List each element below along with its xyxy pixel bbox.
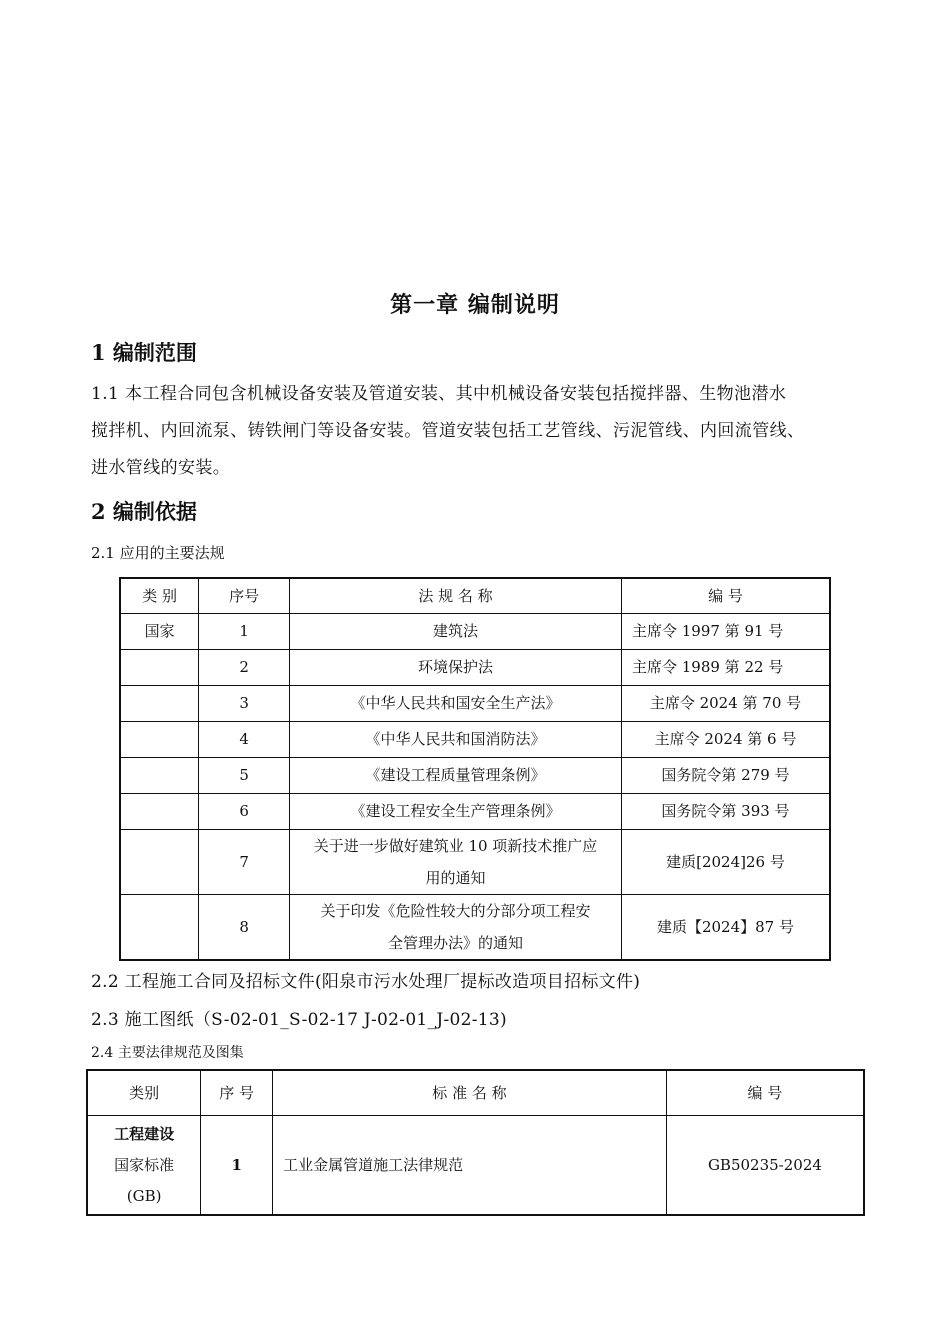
table-row (120, 722, 830, 758)
category-cell (120, 722, 199, 758)
regulation-name-cell: 《中华人民共和国安全生产法》 (290, 686, 622, 722)
number-cell: 8 (199, 895, 290, 961)
regulation-name-cell: 环境保护法 (290, 650, 622, 686)
header-category: 类别 (87, 1070, 201, 1116)
category-cell (120, 794, 199, 830)
table-header-row (120, 578, 830, 614)
header-code: 编 号 (666, 1070, 864, 1116)
standards-table (86, 1069, 865, 1216)
section-heading-scope: 1 编制范围 (91, 340, 197, 365)
number-cell: 1 (199, 614, 290, 650)
subsection-contract: 2.2 工程施工合同及招标文件(阳泉市污水处理厂提标改造项目招标文件) (91, 972, 641, 992)
regulation-name-line: 关于进一步做好建筑业 10 项新技术推广应 (313, 837, 598, 855)
category-cell (120, 830, 199, 895)
number-cell: 4 (199, 722, 290, 758)
number-cell: 2 (199, 650, 290, 686)
code-cell: 建质【2024】87 号 (621, 895, 830, 961)
section-heading-basis: 2 编制依据 (91, 499, 197, 524)
number-cell: 1 (201, 1116, 273, 1216)
number-cell: 3 (199, 686, 290, 722)
paragraph-line: 进水管线的安装。 (91, 458, 231, 478)
header-number: 序 号 (201, 1070, 273, 1116)
code-cell: 主席令 2024 第 70 号 (621, 686, 830, 722)
number-cell: 6 (199, 794, 290, 830)
table-row (120, 650, 830, 686)
paragraph-line: 搅拌机、内回流泵、铸铁闸门等设备安装。管道安装包括工艺管线、污泥管线、内回流管线、 (91, 421, 805, 441)
regulation-name-cell: 《建设工程质量管理条例》 (290, 758, 622, 794)
code-cell: 主席令 1989 第 22 号 (621, 650, 830, 686)
table-row (120, 686, 830, 722)
category-line: 工程建设 (114, 1124, 175, 1143)
category-line: (GB) (126, 1186, 162, 1205)
code-cell: GB50235-2024 (666, 1116, 864, 1216)
table-row (120, 758, 830, 794)
header-number: 序号 (199, 578, 290, 614)
scope-paragraph (91, 376, 871, 487)
subsection-regulations: 2.1 应用的主要法规 (91, 544, 225, 562)
table-row (120, 614, 830, 650)
category-cell (120, 686, 199, 722)
category-line: 国家标准 (114, 1155, 175, 1174)
regulation-name-line: 用的通知 (425, 869, 486, 887)
code-cell: 主席令 2024 第 6 号 (621, 722, 830, 758)
code-cell: 主席令 1997 第 91 号 (621, 614, 830, 650)
table-header-row (87, 1070, 864, 1116)
paragraph-line: 1.1 本工程合同包含机械设备安装及管道安装、其中机械设备安装包括搅拌器、生物池潜水 (91, 384, 787, 404)
table-row (120, 830, 830, 895)
table-row (87, 1116, 864, 1216)
regulation-name-line: 关于印发《危险性较大的分部分项工程安 (320, 902, 591, 920)
regulation-name-cell: 《建设工程安全生产管理条例》 (290, 794, 622, 830)
regulation-name-cell: 《中华人民共和国消防法》 (290, 722, 622, 758)
standard-name-cell: 工业金属管道施工法律规范 (273, 1116, 667, 1216)
category-cell (120, 895, 199, 961)
header-regulation-name: 法 规 名 称 (290, 578, 622, 614)
table-row (120, 895, 830, 961)
table-row (120, 794, 830, 830)
category-cell: 国家 (120, 614, 199, 650)
regulation-name-line: 全管理办法》的通知 (388, 934, 524, 952)
subsection-standards: 2.4 主要法律规范及图集 (91, 1045, 244, 1061)
chapter-title: 第一章 编制说明 (390, 292, 560, 318)
code-cell: 国务院令第 279 号 (621, 758, 830, 794)
number-cell: 5 (199, 758, 290, 794)
header-standard-name: 标 准 名 称 (273, 1070, 667, 1116)
code-cell: 国务院令第 393 号 (621, 794, 830, 830)
subsection-drawings: 2.3 施工图纸（S-02-01_S-02-17 J-02-01_J-02-13) (91, 1010, 507, 1030)
category-cell (120, 650, 199, 686)
number-cell: 7 (199, 830, 290, 895)
regulation-name-cell: 建筑法 (290, 614, 622, 650)
regulation-name-cell (290, 830, 622, 895)
regulations-table (119, 577, 831, 961)
header-category: 类 别 (120, 578, 199, 614)
category-cell (87, 1116, 201, 1216)
category-cell (120, 758, 199, 794)
header-code: 编 号 (621, 578, 830, 614)
code-cell: 建质[2024]26 号 (621, 830, 830, 895)
regulation-name-cell (290, 895, 622, 961)
